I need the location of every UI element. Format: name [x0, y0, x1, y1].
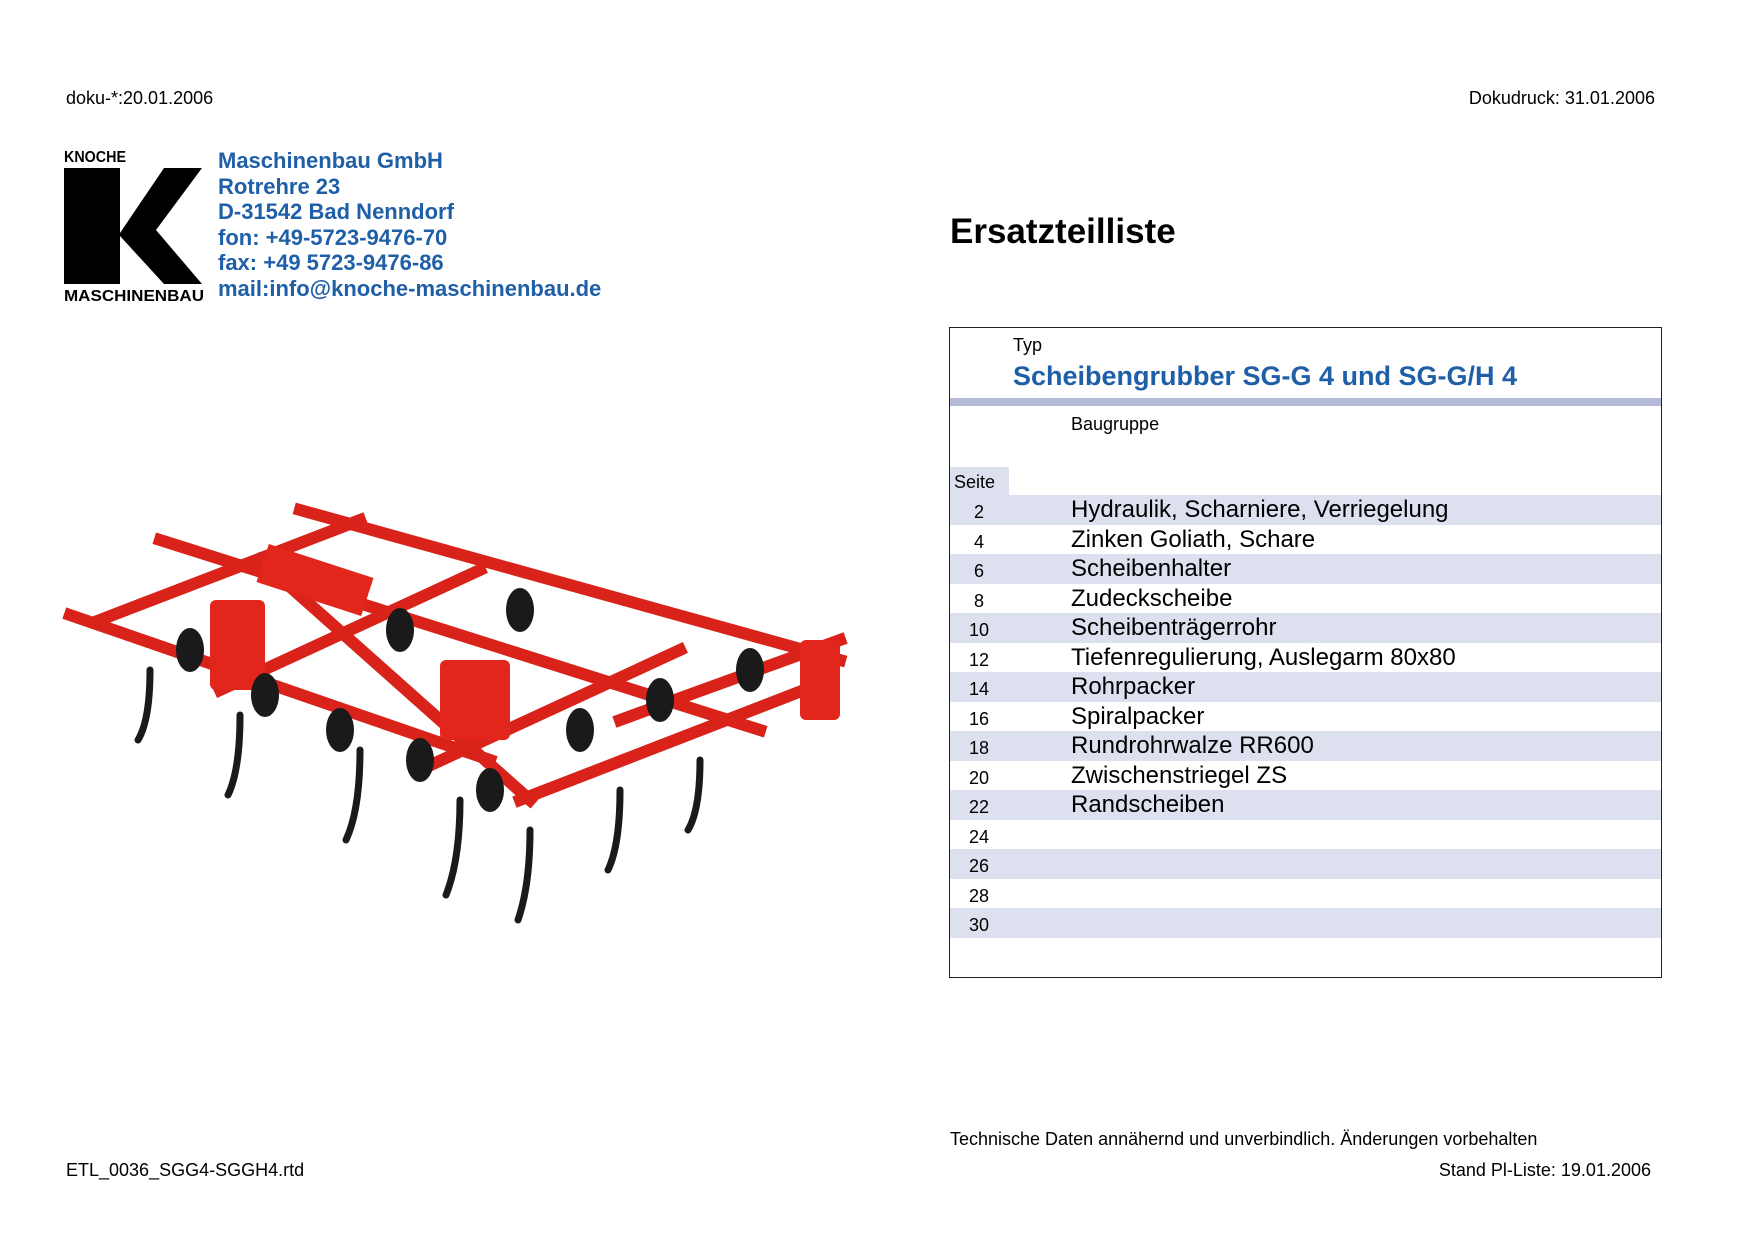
table-row	[950, 761, 1661, 791]
table-row	[950, 495, 1661, 525]
disclaimer: Technische Daten annähernd und unverbindlich. Änderungen vorbehalten	[950, 1129, 1538, 1149]
table-row	[950, 908, 1661, 938]
table-row	[950, 554, 1661, 584]
row-assembly-name: Rundrohrwalze RR600	[1071, 732, 1314, 759]
company-mail: mail:info@knoche-maschinenbau.de	[218, 275, 602, 301]
row-page-number: 16	[968, 708, 990, 729]
company-city: D-31542 Bad Nenndorf	[218, 199, 454, 224]
company-name: Maschinenbau GmbH	[218, 148, 443, 173]
table-row	[950, 849, 1661, 879]
row-assembly-name: Hydraulik, Scharniere, Verriegelung	[1071, 496, 1449, 523]
row-page-number: 8	[973, 590, 984, 611]
row-page-number: 22	[968, 797, 990, 817]
row-assembly-name: Zinken Goliath, Schare	[1071, 525, 1316, 553]
assembly-group-label: Baugruppe	[1071, 414, 1160, 434]
file-name: ETL_0036_SGG4-SGGH4.rtd	[66, 1160, 305, 1180]
row-assembly-name: Rohrpacker	[1071, 673, 1196, 700]
row-assembly-name: Tiefenregulierung, Auslegarm 80x80	[1071, 643, 1456, 671]
row-page-number: 28	[968, 885, 990, 906]
table-row	[950, 584, 1661, 614]
table-row	[950, 525, 1661, 555]
company-address-block	[218, 148, 601, 301]
row-page-number: 12	[968, 649, 990, 670]
print-date: Dokudruck: 31.01.2006	[1468, 88, 1655, 108]
row-assembly-name: Spiralpacker	[1071, 702, 1205, 730]
table-row	[950, 702, 1661, 732]
header-divider	[950, 398, 1661, 406]
row-page-number: 14	[968, 679, 990, 699]
table-row	[950, 672, 1661, 702]
row-page-number: 18	[968, 738, 990, 758]
table-row	[950, 613, 1661, 643]
type-label: Typ	[1013, 335, 1043, 355]
row-page-number: 26	[968, 856, 990, 876]
row-assembly-name: Zudeckscheibe	[1071, 584, 1233, 612]
row-page-number: 24	[968, 826, 990, 847]
parts-list-date: Stand Pl-Liste: 19.01.2006	[1438, 1160, 1651, 1180]
table-row	[950, 820, 1661, 850]
page-column-label: Seite	[950, 467, 1009, 497]
document-title: Ersatzteilliste	[950, 212, 1176, 251]
table-row	[950, 643, 1661, 673]
row-page-number: 6	[973, 561, 984, 581]
logo-top-text: KNOCHE	[64, 149, 127, 166]
table-rows	[950, 495, 1661, 938]
row-page-number: 20	[968, 767, 990, 788]
parts-index-table	[949, 327, 1662, 978]
row-assembly-name: Zwischenstriegel ZS	[1071, 761, 1288, 789]
machine-photo	[60, 500, 890, 940]
row-assembly-name: Scheibenhalter	[1071, 555, 1232, 582]
document-date: doku-*:20.01.2006	[66, 88, 214, 108]
knoche-logo	[64, 148, 204, 303]
table-row	[950, 731, 1661, 761]
row-page-number: 30	[968, 915, 990, 935]
company-street: Rotrehre 23	[218, 173, 341, 199]
row-assembly-name: Randscheiben	[1071, 791, 1225, 818]
logo-bottom-text: MASCHINENBAU	[64, 288, 204, 303]
row-page-number: 2	[973, 502, 984, 522]
row-page-number: 10	[968, 620, 990, 640]
row-assembly-name: Scheibenträgerrohr	[1071, 614, 1277, 641]
table-row	[950, 790, 1661, 820]
table-row	[950, 879, 1661, 909]
row-page-number: 4	[973, 531, 984, 552]
company-fax: fax: +49 5723-9476-86	[218, 250, 444, 275]
company-phone: fon: +49-5723-9476-70	[218, 224, 448, 250]
machine-type: Scheibengrubber SG-G 4 und SG-G/H 4	[1013, 361, 1518, 391]
